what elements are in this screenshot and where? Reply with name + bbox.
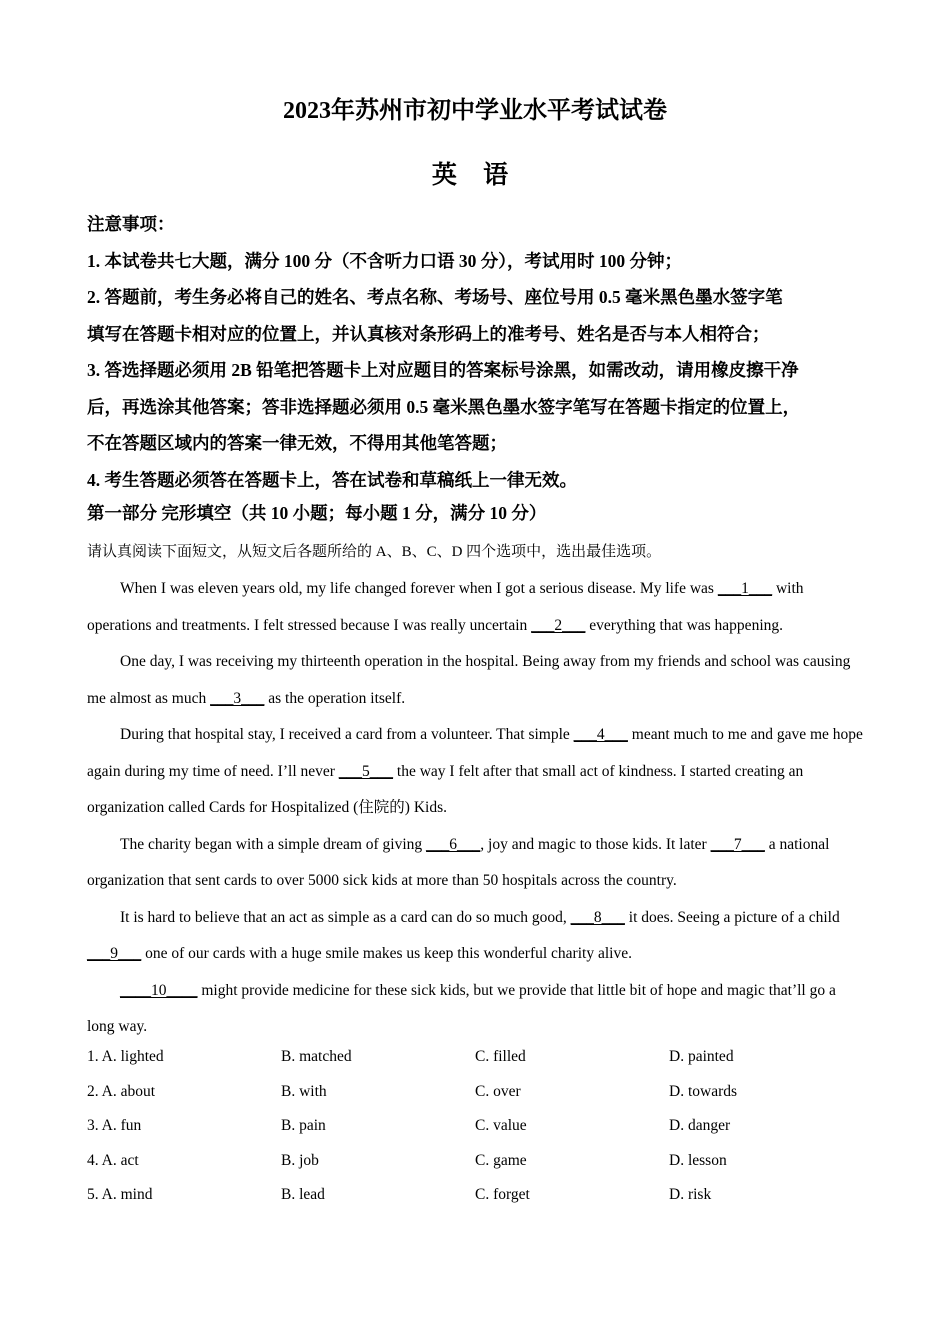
passage-text: one of our cards with a huge smile makes us keep this wonderful charity alive.: [141, 945, 632, 962]
option-d: D. towards: [669, 1082, 738, 1100]
option-b: B. with: [281, 1082, 327, 1100]
blank-7: ___7___: [710, 835, 765, 853]
option-b: B. lead: [281, 1186, 325, 1204]
passage-paragraph: [87, 644, 867, 717]
question-options-5: [87, 1178, 867, 1213]
passage-text: meant much to me and gave me hope again during my time of need. I’ll never: [87, 726, 863, 780]
passage-text: everything that was happening.: [585, 616, 783, 634]
passage-text: as the operation itself.: [264, 689, 406, 707]
option-d: D. danger: [669, 1117, 731, 1135]
passage-text: the way I felt after that small act of kindness. I started creating an organization called Cards for Hospitalized (住院的) Kids.: [87, 762, 804, 816]
blank-4: ___4___: [573, 726, 628, 743]
option-c: C. game: [475, 1151, 527, 1169]
notice-line: 不在答题区域内的答案一律无效，不得用其他笔答题；: [87, 433, 507, 453]
subject-title: 英 语: [431, 162, 519, 189]
question-options-3: [87, 1109, 867, 1144]
blank-3: ___3___: [210, 689, 265, 707]
passage-paragraph: [87, 827, 867, 900]
option-c: C. value: [475, 1117, 527, 1135]
blank-8: ___8___: [570, 908, 625, 926]
option-a: 2. A. about: [87, 1082, 156, 1100]
notice-line: 2. 答题前，考生务必将自己的姓名、考点名称、考场号、座位号用 0.5 毫米黑色墨水签字笔: [87, 287, 783, 307]
option-b: B. matched: [281, 1048, 352, 1065]
blank-6: ___6___: [426, 835, 481, 853]
option-c: C. forget: [475, 1186, 530, 1204]
passage-text: might provide medicine for these sick kids, but we provide that little bit of hope and magic that’ll go a long way.: [87, 981, 836, 1035]
answer-options: [87, 1040, 867, 1213]
passage-paragraph: [87, 571, 867, 644]
blank-5: ___5___: [338, 762, 394, 780]
option-c: C. filled: [475, 1048, 526, 1065]
notice-block: [87, 206, 887, 498]
blank-1: ___1___: [717, 580, 773, 597]
option-d: D. lesson: [669, 1151, 727, 1169]
blank-10: ____10____: [120, 981, 198, 999]
passage-text: with operations and treatments. I felt stressed because I was really uncertain: [87, 580, 804, 634]
cloze-passage: [87, 571, 867, 1046]
option-d: D. painted: [669, 1048, 734, 1065]
passage-paragraph: [87, 900, 867, 973]
blank-2: ___2___: [531, 616, 586, 634]
option-a: 3. A. fun: [87, 1117, 142, 1135]
section-instruction: 请认真阅读下面短文，从短文后各题所给的 A、B、C、D 四个选项中，选出最佳选项。: [87, 544, 662, 560]
question-options-1: [87, 1040, 867, 1075]
option-c: C. over: [475, 1082, 521, 1100]
question-options-2: [87, 1075, 867, 1110]
section-title: 第一部分 完形填空（共 10 小题；每小题 1 分，满分 10 分）: [87, 503, 547, 523]
notice-line: 4. 考生答题必须答在答题卡上，答在试卷和草稿纸上一律无效。: [87, 469, 577, 490]
option-a: 5. A. mind: [87, 1186, 153, 1204]
passage-text: When I was eleven years old, my life changed forever when I got a serious disease. My life was: [120, 580, 718, 597]
notice-line: 3. 答选择题必须用 2B 铅笔把答题卡上对应题目的答案标号涂黑，如需改动，请用橡皮擦干净: [87, 360, 799, 380]
notice-line: 后，再选涂其他答案；答非选择题必须用 0.5 毫米黑色墨水签字笔写在答题卡指定的位置上，: [87, 396, 801, 417]
option-b: B. job: [281, 1151, 319, 1169]
passage-text: a national organization that sent cards to over 5000 sick kids at more than 50 hospitals across the country.: [87, 835, 830, 889]
passage-text: it does. Seeing a picture of a child: [624, 908, 840, 926]
passage-text: The charity began with a simple dream of giving: [120, 835, 427, 853]
passage-text: , joy and magic to those kids. It later: [480, 835, 711, 853]
passage-paragraph: [87, 717, 867, 827]
passage-text: It is hard to believe that an act as simple as a card can do so much good,: [120, 908, 571, 926]
notice-heading: 注意事项：: [87, 214, 175, 234]
passage-text: One day, I was receiving my thirteenth operation in the hospital. Being away from my friends and school was causing me almost as much: [87, 653, 851, 707]
option-b: B. pain: [281, 1117, 326, 1135]
notice-line: 1. 本试卷共七大题，满分 100 分（不含听力口语 30 分），考试用时 100 分钟；: [87, 250, 682, 271]
question-options-4: [87, 1144, 867, 1179]
option-d: D. risk: [669, 1186, 712, 1204]
notice-line: 填写在答题卡相对应的位置上，并认真核对条形码上的准考号、姓名是否与本人相符合；: [87, 323, 770, 344]
passage-paragraph: [87, 973, 867, 1046]
blank-9: ___9___: [87, 945, 142, 962]
option-a: 1. A. lighted: [87, 1048, 164, 1065]
option-a: 4. A. act: [87, 1151, 139, 1169]
passage-text: During that hospital stay, I received a card from a volunteer. That simple: [120, 726, 574, 743]
exam-title: 2023年苏州市初中学业水平考试试卷: [283, 98, 667, 124]
